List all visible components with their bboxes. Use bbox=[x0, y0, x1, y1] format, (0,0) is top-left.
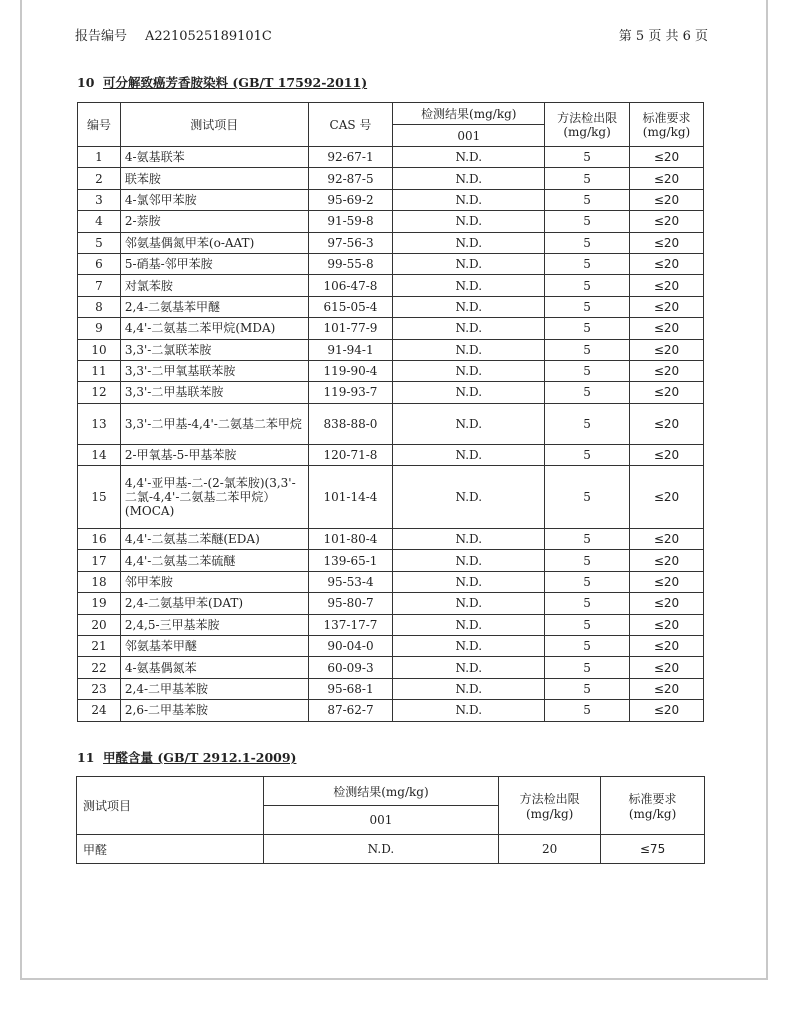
cell-result: N.D. bbox=[393, 275, 545, 296]
table-row bbox=[78, 403, 704, 444]
cell-req: ≤20 bbox=[630, 636, 704, 657]
cell-no: 16 bbox=[78, 529, 121, 550]
table-row bbox=[78, 466, 704, 529]
page-indicator: 第 5 页 共 6 页 bbox=[618, 29, 708, 44]
cell-item: 邻氨基苯甲醚 bbox=[120, 636, 308, 657]
cell-mdl: 5 bbox=[545, 189, 630, 210]
cell-mdl: 5 bbox=[545, 444, 630, 465]
section-11-title bbox=[77, 748, 296, 766]
table-row bbox=[78, 550, 704, 571]
header-req bbox=[601, 777, 705, 835]
cell-mdl: 5 bbox=[545, 318, 630, 339]
cell-result: N.D. bbox=[393, 571, 545, 592]
cell-mdl: 5 bbox=[545, 571, 630, 592]
cell-item: 对氯苯胺 bbox=[120, 275, 308, 296]
table-row bbox=[78, 360, 704, 381]
table-row bbox=[78, 168, 704, 189]
cell-req: ≤20 bbox=[630, 211, 704, 232]
table-row bbox=[78, 636, 704, 657]
cell-no: 24 bbox=[78, 700, 121, 721]
cell-item: 4-氯邻甲苯胺 bbox=[120, 189, 308, 210]
header-cas: CAS 号 bbox=[308, 103, 393, 147]
cell-mdl: 5 bbox=[545, 232, 630, 253]
cell-req: ≤20 bbox=[630, 360, 704, 381]
header-item: 测试项目 bbox=[120, 103, 308, 147]
cell-no: 19 bbox=[78, 593, 121, 614]
cell-cas: 106-47-8 bbox=[308, 275, 393, 296]
cell-cas: 838-88-0 bbox=[308, 403, 393, 444]
table-row bbox=[78, 253, 704, 274]
cell-no: 4 bbox=[78, 211, 121, 232]
cell-req: ≤75 bbox=[601, 835, 705, 864]
cell-result: N.D. bbox=[393, 403, 545, 444]
cell-mdl: 5 bbox=[545, 253, 630, 274]
cell-mdl: 20 bbox=[499, 835, 601, 864]
header-no: 编号 bbox=[78, 103, 121, 147]
cell-no: 6 bbox=[78, 253, 121, 274]
cell-item: 2-甲氧基-5-甲基苯胺 bbox=[120, 444, 308, 465]
cell-req: ≤20 bbox=[630, 296, 704, 317]
cell-no: 21 bbox=[78, 636, 121, 657]
section-name: 甲醛含量 (GB/T 2912.1-2009) bbox=[103, 750, 297, 765]
table-row bbox=[78, 700, 704, 721]
cell-cas: 139-65-1 bbox=[308, 550, 393, 571]
header-sample: 001 bbox=[263, 806, 499, 835]
cell-item: 2,4,5-三甲基苯胺 bbox=[120, 614, 308, 635]
cell-cas: 99-55-8 bbox=[308, 253, 393, 274]
cell-no: 3 bbox=[78, 189, 121, 210]
header-mdl-label: 方法检出限 bbox=[519, 792, 580, 806]
cell-cas: 137-17-7 bbox=[308, 614, 393, 635]
table-row bbox=[78, 232, 704, 253]
cell-no: 9 bbox=[78, 318, 121, 339]
cell-mdl: 5 bbox=[545, 636, 630, 657]
formaldehyde-table bbox=[76, 776, 705, 864]
cell-result: N.D. bbox=[393, 168, 545, 189]
cell-cas: 119-90-4 bbox=[308, 360, 393, 381]
cell-mdl: 5 bbox=[545, 678, 630, 699]
cell-mdl: 5 bbox=[545, 339, 630, 360]
header-mdl bbox=[545, 103, 630, 147]
cell-result: N.D. bbox=[393, 189, 545, 210]
section-name: 可分解致癌芳香胺染料 (GB/T 17592-2011) bbox=[103, 75, 368, 90]
report-number-value: A2210525189101C bbox=[145, 29, 272, 44]
table-row bbox=[78, 529, 704, 550]
cell-req: ≤20 bbox=[630, 593, 704, 614]
cell-item: 3,3'-二甲氧基联苯胺 bbox=[120, 360, 308, 381]
cell-cas: 91-59-8 bbox=[308, 211, 393, 232]
cell-item: 联苯胺 bbox=[120, 168, 308, 189]
cell-no: 13 bbox=[78, 403, 121, 444]
cell-result: N.D. bbox=[393, 614, 545, 635]
cell-no: 2 bbox=[78, 168, 121, 189]
cell-req: ≤20 bbox=[630, 318, 704, 339]
cell-item: 2,4-二氨基甲苯(DAT) bbox=[120, 593, 308, 614]
section-10-title bbox=[77, 73, 367, 91]
aromatic-amine-rows bbox=[78, 147, 704, 722]
section-number: 10 bbox=[77, 75, 95, 90]
cell-no: 1 bbox=[78, 147, 121, 168]
cell-item: 2,6-二甲基苯胺 bbox=[120, 700, 308, 721]
cell-req: ≤20 bbox=[630, 232, 704, 253]
cell-cas: 92-67-1 bbox=[308, 147, 393, 168]
table-row bbox=[78, 275, 704, 296]
table-row bbox=[78, 339, 704, 360]
cell-req: ≤20 bbox=[630, 550, 704, 571]
cell-item: 2-萘胺 bbox=[120, 211, 308, 232]
cell-req: ≤20 bbox=[630, 444, 704, 465]
header-result: 检测结果(mg/kg) bbox=[263, 777, 499, 806]
cell-req: ≤20 bbox=[630, 466, 704, 529]
cell-no: 11 bbox=[78, 360, 121, 381]
cell-item: 3,3'-二氯联苯胺 bbox=[120, 339, 308, 360]
cell-result: N.D. bbox=[263, 835, 499, 864]
cell-item: 2,4-二氨基苯甲醚 bbox=[120, 296, 308, 317]
header-req-label: 标准要求 bbox=[628, 792, 677, 806]
table-row bbox=[78, 382, 704, 403]
cell-no: 18 bbox=[78, 571, 121, 592]
cell-mdl: 5 bbox=[545, 360, 630, 381]
cell-cas: 87-62-7 bbox=[308, 700, 393, 721]
cell-no: 12 bbox=[78, 382, 121, 403]
cell-result: N.D. bbox=[393, 593, 545, 614]
cell-cas: 101-77-9 bbox=[308, 318, 393, 339]
cell-no: 10 bbox=[78, 339, 121, 360]
cell-req: ≤20 bbox=[630, 678, 704, 699]
cell-result: N.D. bbox=[393, 339, 545, 360]
cell-no: 23 bbox=[78, 678, 121, 699]
cell-result: N.D. bbox=[393, 466, 545, 529]
cell-result: N.D. bbox=[393, 318, 545, 339]
cell-mdl: 5 bbox=[545, 275, 630, 296]
cell-result: N.D. bbox=[393, 678, 545, 699]
report-number-label: 报告编号 bbox=[75, 29, 128, 44]
cell-item: 4,4'-二氨基二苯醚(EDA) bbox=[120, 529, 308, 550]
cell-result: N.D. bbox=[393, 550, 545, 571]
aromatic-amine-table bbox=[77, 102, 704, 722]
cell-cas: 90-04-0 bbox=[308, 636, 393, 657]
table-row bbox=[78, 614, 704, 635]
cell-req: ≤20 bbox=[630, 382, 704, 403]
cell-item: 邻甲苯胺 bbox=[120, 571, 308, 592]
cell-result: N.D. bbox=[393, 382, 545, 403]
cell-mdl: 5 bbox=[545, 382, 630, 403]
cell-req: ≤20 bbox=[630, 614, 704, 635]
cell-result: N.D. bbox=[393, 211, 545, 232]
cell-result: N.D. bbox=[393, 253, 545, 274]
cell-req: ≤20 bbox=[630, 529, 704, 550]
table-row bbox=[78, 189, 704, 210]
cell-cas: 92-87-5 bbox=[308, 168, 393, 189]
cell-cas: 120-71-8 bbox=[308, 444, 393, 465]
table-row bbox=[78, 211, 704, 232]
cell-mdl: 5 bbox=[545, 466, 630, 529]
cell-result: N.D. bbox=[393, 147, 545, 168]
cell-req: ≤20 bbox=[630, 189, 704, 210]
header-item: 测试项目 bbox=[77, 777, 264, 835]
cell-mdl: 5 bbox=[545, 700, 630, 721]
table-row bbox=[78, 593, 704, 614]
cell-req: ≤20 bbox=[630, 339, 704, 360]
cell-req: ≤20 bbox=[630, 571, 704, 592]
cell-req: ≤20 bbox=[630, 147, 704, 168]
table-row bbox=[78, 318, 704, 339]
cell-item: 2,4-二甲基苯胺 bbox=[120, 678, 308, 699]
cell-req: ≤20 bbox=[630, 275, 704, 296]
table-row bbox=[78, 571, 704, 592]
cell-item: 甲醛 bbox=[77, 835, 264, 864]
cell-item: 3,3'-二甲基-4,4'-二氨基二苯甲烷 bbox=[120, 403, 308, 444]
cell-cas: 101-14-4 bbox=[308, 466, 393, 529]
cell-cas: 97-56-3 bbox=[308, 232, 393, 253]
cell-no: 15 bbox=[78, 466, 121, 529]
cell-mdl: 5 bbox=[545, 550, 630, 571]
header-req-label: 标准要求 bbox=[642, 110, 691, 125]
cell-mdl: 5 bbox=[545, 147, 630, 168]
cell-cas: 95-53-4 bbox=[308, 571, 393, 592]
cell-result: N.D. bbox=[393, 232, 545, 253]
header-req bbox=[630, 103, 704, 147]
cell-mdl: 5 bbox=[545, 657, 630, 678]
cell-no: 14 bbox=[78, 444, 121, 465]
cell-mdl: 5 bbox=[545, 593, 630, 614]
header-req-unit: (mg/kg) bbox=[642, 124, 691, 139]
cell-mdl: 5 bbox=[545, 529, 630, 550]
cell-item: 5-硝基-邻甲苯胺 bbox=[120, 253, 308, 274]
table-row bbox=[78, 678, 704, 699]
cell-mdl: 5 bbox=[545, 614, 630, 635]
cell-no: 17 bbox=[78, 550, 121, 571]
cell-item: 邻氨基偶氮甲苯(o-AAT) bbox=[120, 232, 308, 253]
cell-result: N.D. bbox=[393, 636, 545, 657]
cell-item: 4-氨基偶氮苯 bbox=[120, 657, 308, 678]
cell-cas: 60-09-3 bbox=[308, 657, 393, 678]
header-result: 检测结果(mg/kg) bbox=[393, 103, 545, 125]
cell-result: N.D. bbox=[393, 529, 545, 550]
cell-req: ≤20 bbox=[630, 657, 704, 678]
cell-item: 4,4'-二氨基二苯甲烷(MDA) bbox=[120, 318, 308, 339]
header-mdl bbox=[499, 777, 601, 835]
table-row bbox=[78, 444, 704, 465]
cell-item: 3,3'-二甲基联苯胺 bbox=[120, 382, 308, 403]
table-row bbox=[78, 296, 704, 317]
header-mdl-unit: (mg/kg) bbox=[525, 807, 574, 821]
cell-mdl: 5 bbox=[545, 296, 630, 317]
cell-no: 5 bbox=[78, 232, 121, 253]
cell-cas: 119-93-7 bbox=[308, 382, 393, 403]
cell-cas: 95-68-1 bbox=[308, 678, 393, 699]
cell-no: 20 bbox=[78, 614, 121, 635]
header-sample: 001 bbox=[393, 125, 545, 147]
cell-cas: 91-94-1 bbox=[308, 339, 393, 360]
cell-result: N.D. bbox=[393, 700, 545, 721]
cell-req: ≤20 bbox=[630, 253, 704, 274]
cell-item: 4,4'-亚甲基-二-(2-氯苯胺)(3,3'-二氯-4,4'-二氨基二苯甲烷）(MOCA) bbox=[120, 466, 308, 529]
cell-item: 4-氨基联苯 bbox=[120, 147, 308, 168]
report-number-header bbox=[75, 25, 272, 44]
cell-no: 8 bbox=[78, 296, 121, 317]
header-mdl-unit: (mg/kg) bbox=[563, 124, 611, 139]
cell-no: 22 bbox=[78, 657, 121, 678]
cell-item: 4,4'-二氨基二苯硫醚 bbox=[120, 550, 308, 571]
table-row bbox=[77, 835, 705, 864]
section-number: 11 bbox=[77, 750, 95, 765]
cell-result: N.D. bbox=[393, 657, 545, 678]
table-row bbox=[78, 147, 704, 168]
cell-result: N.D. bbox=[393, 296, 545, 317]
cell-cas: 101-80-4 bbox=[308, 529, 393, 550]
cell-req: ≤20 bbox=[630, 403, 704, 444]
cell-result: N.D. bbox=[393, 444, 545, 465]
table-row bbox=[78, 657, 704, 678]
cell-cas: 95-69-2 bbox=[308, 189, 393, 210]
cell-cas: 615-05-4 bbox=[308, 296, 393, 317]
cell-result: N.D. bbox=[393, 360, 545, 381]
header-req-unit: (mg/kg) bbox=[628, 807, 677, 821]
cell-no: 7 bbox=[78, 275, 121, 296]
cell-req: ≤20 bbox=[630, 168, 704, 189]
cell-mdl: 5 bbox=[545, 211, 630, 232]
cell-cas: 95-80-7 bbox=[308, 593, 393, 614]
cell-mdl: 5 bbox=[545, 168, 630, 189]
cell-req: ≤20 bbox=[630, 700, 704, 721]
cell-mdl: 5 bbox=[545, 403, 630, 444]
header-mdl-label: 方法检出限 bbox=[557, 110, 618, 125]
